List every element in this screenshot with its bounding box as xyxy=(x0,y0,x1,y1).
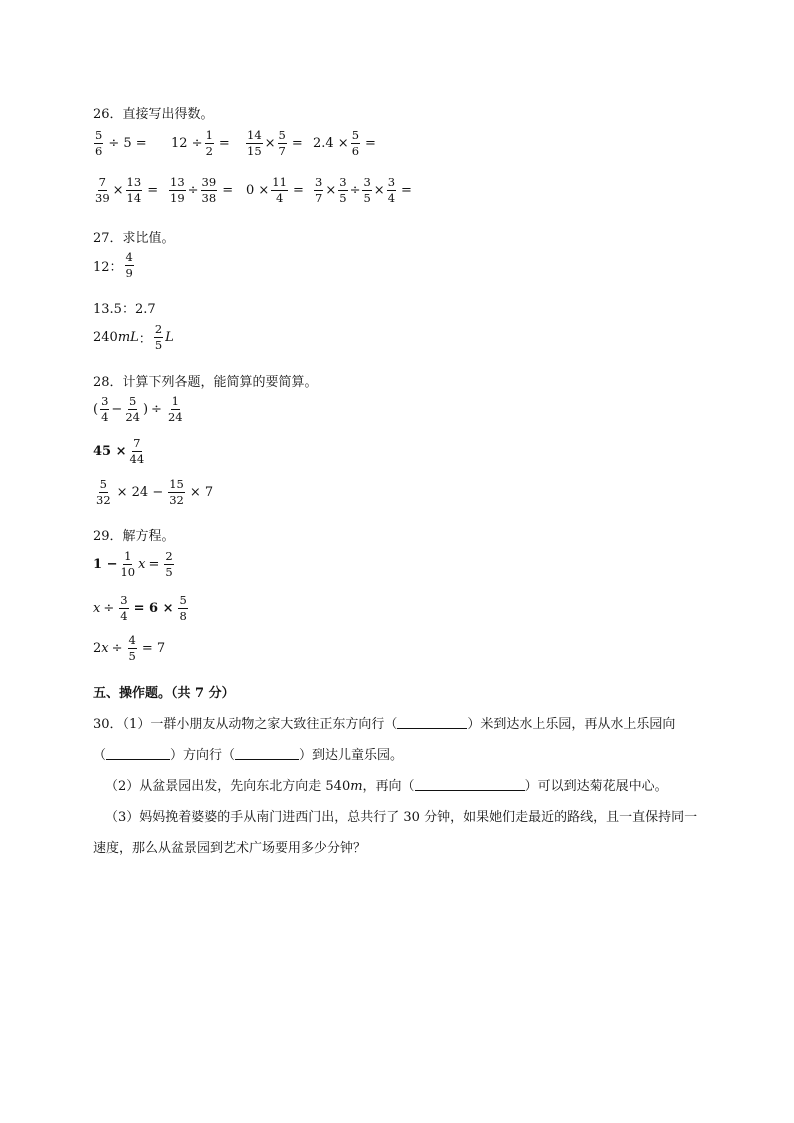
denominator: 32 xyxy=(96,492,111,507)
fraction xyxy=(362,177,371,204)
denominator: 19 xyxy=(170,190,185,205)
numerator: 13 xyxy=(126,175,142,189)
q28-expr-b: 45 × $\frac{7}{44}$ xyxy=(93,436,145,466)
numerator: 7 xyxy=(98,175,106,189)
denominator: 4 xyxy=(275,190,284,205)
numerator: 13 xyxy=(170,175,185,189)
answer-blank[interactable] xyxy=(106,747,170,760)
q30-line-5: 速度，那么从盆景园到艺术广场要用多少分钟？ xyxy=(93,841,367,856)
fraction xyxy=(154,324,163,351)
q29-expr-a: 1 − $\frac{1}{10}$ x = $\frac{2}{5}$ xyxy=(93,549,173,579)
fraction xyxy=(128,635,137,662)
fraction xyxy=(95,479,112,506)
q27-title: 27．求比值。 xyxy=(93,231,175,246)
denominator: 7 xyxy=(315,190,323,205)
denominator: 5 xyxy=(339,190,347,205)
fraction xyxy=(387,177,396,204)
numerator: 11 xyxy=(272,175,287,189)
fraction xyxy=(205,130,214,157)
answer-blank[interactable] xyxy=(397,716,467,729)
q26-expr-6: $\frac{13}{19}$ ÷ $\frac{39}{38}$ = xyxy=(170,175,234,205)
denominator: 5 xyxy=(363,190,371,205)
q26-expr-4: 2.4 × $\frac{5}{6}$ = xyxy=(313,128,376,158)
fraction xyxy=(125,252,134,279)
fraction xyxy=(94,130,103,157)
q26-expr-2: 12 ÷ $\frac{1}{2}$ = xyxy=(171,128,230,158)
denominator: 14 xyxy=(126,190,142,205)
answer-blank[interactable] xyxy=(415,778,525,791)
q29-title: 29．解方程。 xyxy=(93,529,175,544)
q26-expr-1: $\frac{5}{6}$ ÷ 5 = xyxy=(95,128,147,158)
q26-expr-8: $\frac{3}{7}$ × $\frac{3}{5}$ ÷ $\frac{3}{5}$ × $\frac{3}{4}$ = xyxy=(315,175,412,205)
denominator: 32 xyxy=(169,492,184,507)
fraction xyxy=(169,177,186,204)
denominator: 7 xyxy=(278,143,286,158)
numerator: 3 xyxy=(101,394,109,408)
fraction xyxy=(338,177,347,204)
q26-expr-5: $\frac{7}{39}$ × $\frac{13}{14}$ = xyxy=(95,175,159,205)
denominator: 24 xyxy=(125,409,140,424)
fraction xyxy=(168,479,185,506)
section-title: 五、操作题。（共 7 分） xyxy=(93,686,235,701)
fraction xyxy=(246,130,263,157)
denominator: 5 xyxy=(154,337,163,352)
numerator: 14 xyxy=(247,128,262,142)
numerator: 2 xyxy=(154,322,163,336)
q30-line-4: （3）妈妈挽着婆婆的手从南门进西门出，总共行了 30 分钟，如果她们走最近的路线，且一直保持同一 xyxy=(105,810,698,825)
q30-line-2: （ ）方向行（ ）到达儿童乐园。 xyxy=(93,748,404,763)
numerator: 3 xyxy=(387,175,396,189)
numerator: 5 xyxy=(99,477,107,491)
denominator: 5 xyxy=(128,648,136,663)
denominator: 2 xyxy=(205,143,213,158)
denominator: 6 xyxy=(95,143,103,158)
numerator: 5 xyxy=(351,128,360,142)
fraction xyxy=(164,551,173,578)
denominator: 38 xyxy=(201,190,217,205)
fraction xyxy=(278,130,287,157)
q27-expr-b: 13.5：2.7 xyxy=(93,302,156,317)
denominator: 4 xyxy=(120,608,128,623)
numerator: 1 xyxy=(205,128,213,142)
q28-expr-a: ( $\frac{3}{4}$ − $\frac{5}{24}$ ) ÷ $\frac{1}{24}$ xyxy=(93,394,183,424)
numerator: 15 xyxy=(169,477,184,491)
denominator: 4 xyxy=(387,190,396,205)
fraction xyxy=(119,595,128,622)
numerator: 3 xyxy=(120,593,128,607)
q28-title: 28．计算下列各题，能简算的要简算。 xyxy=(93,375,318,390)
numerator: 1 xyxy=(171,394,179,408)
numerator: 7 xyxy=(133,436,141,450)
q29-expr-b: x ÷ $\frac{3}{4}$ = 6 × $\frac{5}{8}$ xyxy=(93,593,187,623)
fraction xyxy=(119,551,136,578)
denominator: 15 xyxy=(247,143,262,158)
fraction xyxy=(126,177,143,204)
q26-expr-3: $\frac{14}{15}$ × $\frac{5}{7}$ = xyxy=(247,128,303,158)
numerator: 5 xyxy=(95,128,103,142)
q27-expr-c: 240 mL ： $\frac{2}{5}$ L xyxy=(93,322,174,352)
fraction xyxy=(129,438,146,465)
q27-expr-a: 12： $\frac{4}{9}$ xyxy=(93,250,133,280)
numerator: 5 xyxy=(128,394,137,408)
q26-title: 26．直接写出得数。 xyxy=(93,107,214,122)
fraction xyxy=(167,396,184,423)
fraction xyxy=(94,177,111,204)
numerator: 3 xyxy=(339,175,347,189)
q29-expr-c: 2 x ÷ $\frac{4}{5}$ = 7 xyxy=(93,633,166,663)
numerator: 39 xyxy=(201,175,217,189)
numerator: 2 xyxy=(165,549,173,563)
numerator: 3 xyxy=(315,175,323,189)
denominator: 44 xyxy=(129,451,145,466)
fraction xyxy=(100,396,109,423)
q26-expr-7: 0 × $\frac{11}{4}$ = xyxy=(246,175,304,205)
fraction xyxy=(178,595,187,622)
numerator: 4 xyxy=(125,250,133,264)
answer-blank[interactable] xyxy=(235,747,299,760)
numerator: 5 xyxy=(278,128,286,142)
q28-expr-c: $\frac{5}{32}$ × 24 − $\frac{15}{32}$ × 7 xyxy=(96,477,214,507)
denominator: 5 xyxy=(165,564,173,579)
numerator: 3 xyxy=(363,175,371,189)
q30-line-1: 30．（1）一群小朋友从动物之家大致往正东方向行（ ）米到达水上乐园，再从水上乐园向 xyxy=(93,717,676,732)
denominator: 4 xyxy=(101,409,109,424)
fraction xyxy=(201,177,218,204)
fraction xyxy=(124,396,141,423)
denominator: 10 xyxy=(120,564,136,579)
denominator: 6 xyxy=(351,143,360,158)
denominator: 39 xyxy=(95,190,110,205)
denominator: 9 xyxy=(125,265,133,280)
fraction xyxy=(314,177,323,204)
denominator: 8 xyxy=(179,608,187,623)
numerator: 1 xyxy=(124,549,132,563)
denominator: 24 xyxy=(167,409,183,424)
numerator: 5 xyxy=(179,593,187,607)
fraction xyxy=(351,130,360,157)
q30-line-3: （2）从盆景园出发，先向东北方向走 540m，再向（ ）可以到达菊花展中心。 xyxy=(105,779,668,794)
fraction xyxy=(271,177,288,204)
numerator: 4 xyxy=(128,633,136,647)
